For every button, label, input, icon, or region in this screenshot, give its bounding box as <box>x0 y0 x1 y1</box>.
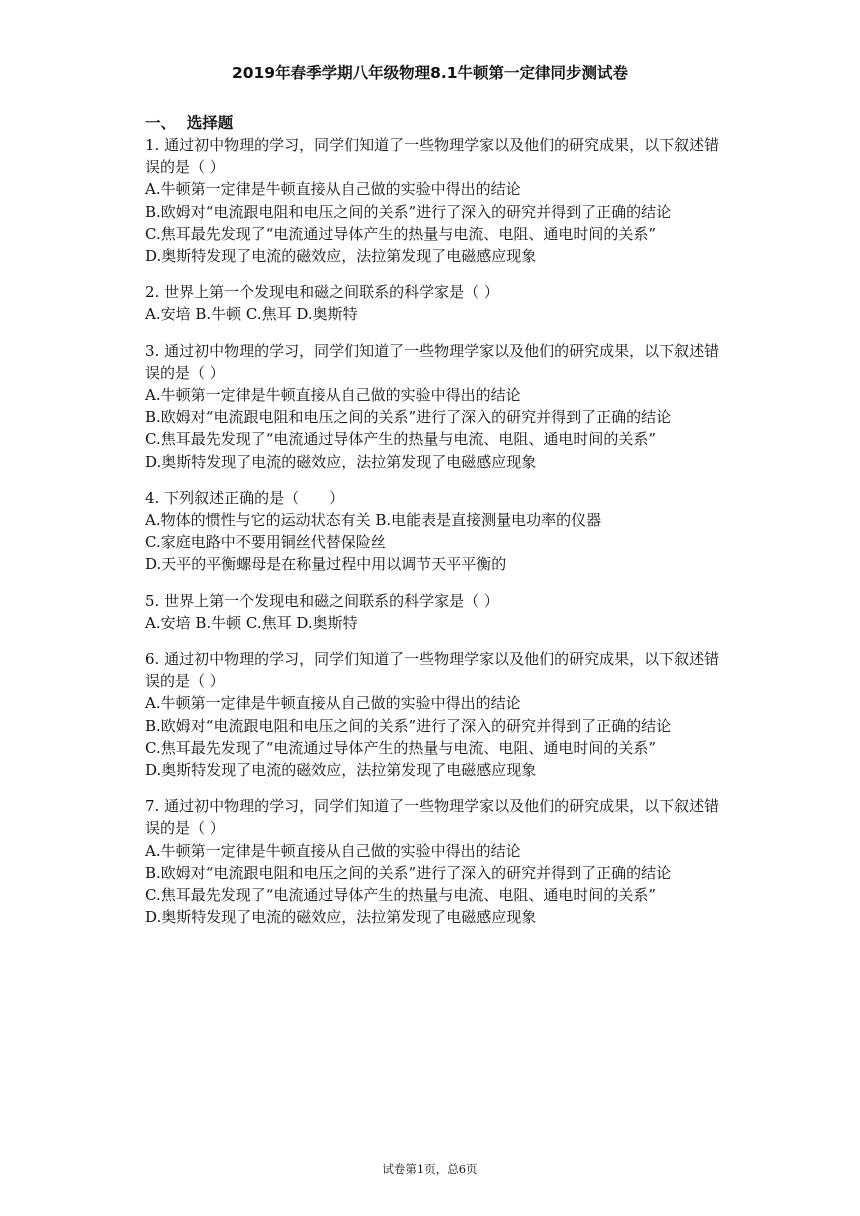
option-a: A.牛顿第一定律是牛顿直接从自己做的实验中得出的结论 <box>145 180 521 199</box>
option-a: A.牛顿第一定律是牛顿直接从自己做的实验中得出的结论 <box>145 841 521 860</box>
option-ab: A.物体的惯性与它的运动状态有关 B.电能表是直接测量电功率的仪器 <box>145 511 602 530</box>
question-3 <box>145 340 725 473</box>
option-a: A.牛顿第一定律是牛顿直接从自己做的实验中得出的结论 <box>145 694 521 713</box>
option-c: C.焦耳最先发现了“电流通过导体产生的热量与电流、电阻、通电时间的关系” <box>145 886 657 905</box>
question-stem: 3. 通过初中物理的学习，同学们知道了一些物理学家以及他们的研究成果，以下叙述错误的是（ ） <box>145 341 720 382</box>
option-a: A.牛顿第一定律是牛顿直接从自己做的实验中得出的结论 <box>145 386 521 405</box>
question-6 <box>145 648 725 781</box>
question-stem: 7. 通过初中物理的学习，同学们知道了一些物理学家以及他们的研究成果，以下叙述错误的是（ ） <box>145 797 720 838</box>
question-stem: 4. 下列叙述正确的是（ ） <box>145 488 345 507</box>
option-d: D.奥斯特发现了电流的磁效应，法拉第发现了电磁感应现象 <box>145 908 537 927</box>
option-d: D.奥斯特发现了电流的磁效应，法拉第发现了电磁感应现象 <box>145 247 537 266</box>
question-stem: 1. 通过初中物理的学习，同学们知道了一些物理学家以及他们的研究成果，以下叙述错误的是（ ） <box>145 136 720 177</box>
question-7 <box>145 795 725 928</box>
question-stem: 6. 通过初中物理的学习，同学们知道了一些物理学家以及他们的研究成果，以下叙述错误的是（ ） <box>145 650 720 691</box>
question-1 <box>145 134 725 267</box>
question-section <box>145 112 725 943</box>
option-b: B.欧姆对“电流跟电阻和电压之间的关系”进行了深入的研究并得到了正确的结论 <box>145 202 672 221</box>
option-c: C.家庭电路中不要用铜丝代替保险丝 <box>145 533 386 552</box>
page-footer: 试卷第1页，总6页 <box>382 1162 478 1176</box>
option-line: A.安培 B.牛顿 C.焦耳 D.奥斯特 <box>145 613 358 632</box>
question-2 <box>145 281 725 325</box>
question-5 <box>145 590 725 634</box>
option-line: A.安培 B.牛顿 C.焦耳 D.奥斯特 <box>145 305 358 324</box>
page-title: 2019年春季学期八年级物理8.1牛顿第一定律同步测试卷 <box>231 64 629 82</box>
option-c: C.焦耳最先发现了“电流通过导体产生的热量与电流、电阻、通电时间的关系” <box>145 224 657 243</box>
option-b: B.欧姆对“电流跟电阻和电压之间的关系”进行了深入的研究并得到了正确的结论 <box>145 408 672 427</box>
option-b: B.欧姆对“电流跟电阻和电压之间的关系”进行了深入的研究并得到了正确的结论 <box>145 716 672 735</box>
option-d: D.奥斯特发现了电流的磁效应，法拉第发现了电磁感应现象 <box>145 761 537 780</box>
question-stem: 2. 世界上第一个发现电和磁之间联系的科学家是（ ） <box>145 283 499 302</box>
section-heading: 一、 选择题 <box>145 114 234 132</box>
option-c: C.焦耳最先发现了“电流通过导体产生的热量与电流、电阻、通电时间的关系” <box>145 430 657 449</box>
option-c: C.焦耳最先发现了“电流通过导体产生的热量与电流、电阻、通电时间的关系” <box>145 738 657 757</box>
option-d: D.天平的平衡螺母是在称量过程中用以调节天平平衡的 <box>145 555 507 574</box>
option-d: D.奥斯特发现了电流的磁效应，法拉第发现了电磁感应现象 <box>145 452 537 471</box>
option-b: B.欧姆对“电流跟电阻和电压之间的关系”进行了深入的研究并得到了正确的结论 <box>145 863 672 882</box>
question-stem: 5. 世界上第一个发现电和磁之间联系的科学家是（ ） <box>145 591 499 610</box>
question-4 <box>145 487 725 576</box>
